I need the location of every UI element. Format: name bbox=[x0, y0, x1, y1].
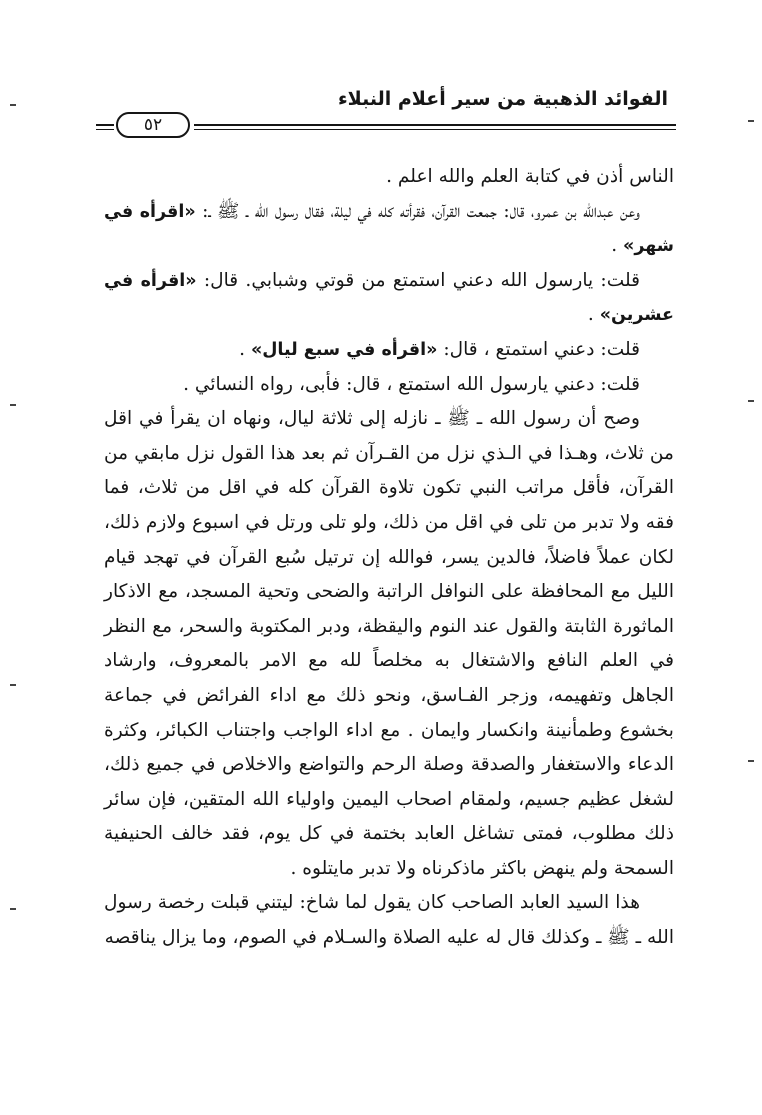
text-run: قلت: دعني استمتع ، قال: bbox=[437, 338, 640, 360]
scan-mark bbox=[10, 404, 16, 406]
text-run: قلت: دعني يارسول الله استمتع ، قال: فأبى، رواه النسائي . bbox=[183, 373, 640, 395]
text-run: . bbox=[611, 235, 624, 257]
scan-mark bbox=[10, 684, 16, 686]
text-run: وعن عبدالله بن عمرو، قال: جمعت القرآن، فقرأته كله في ليلة، فقال رسول الله ـ ﷺ ـ: bbox=[195, 200, 640, 222]
hadith-quote: «اقرأه في عشرين» bbox=[104, 270, 674, 326]
running-title: الفوائد الذهبية من سير أعلام النبلاء bbox=[337, 88, 668, 110]
header-rule bbox=[194, 124, 676, 130]
scan-mark bbox=[748, 760, 754, 762]
text-run: وصح أن رسول الله ـ ﷺ ـ نازله إلى ثلاثة ليال، ونهاه ان يقرأ في اقل من ثلاث، وهـذا في الـذي نزل من القـرآن ثم بعد هذا القول نزل مابقي من القرآن، فأقل مراتب النبي تكون تلاوة القرآن كله في اقل من ثلاث، فما فقه ولا تدبر من تلى في اقل من ذلك، ولو تلى ورتل في اسبوع ولازم ذلك، لكان عملاً فاضلاً، فالدين يسر، فوالله إن ترتيل سُبع القرآن في تهجد قيام الليل مع المحافظة على النوافل الراتبة والضحى وتحية المسجد، مع الاذكار الماثورة الثابتة والقول عند النوم واليقظة، ودبر المكتوبة والسحر، مع النظر في العلم النافع والاشتغال به مخلصاً لله مع الامر بالمعروف، وارشاد الجاهل وتفهيمه، وزجر الفـاسق، ونحو ذلك مع اداء الفرائض في جماعة بخشوع وطمأنينة وانكسار وايمان . مع اداء الواجب واجتناب الكبائر، وكثرة الدعاء والاستغفار والصدقة وصلة الرحم والتواضع والاخلاص في جميع ذلك، لشغل عظيم جسيم، ولمقام اصحاب اليمين واولياء الله المتقين، فإن سائر ذلك مطلوب، فمتى تشاغل العابد بختمة في كل يوم، فقد خالف الحنيفية السمحة ولم ينهض باكثر ماذكرناه ولا تدبر مايتلوه . bbox=[104, 408, 674, 879]
hadith-quote: «اقرأه في شهر» bbox=[104, 201, 674, 257]
paragraph bbox=[104, 368, 674, 403]
text-run: قلت: يارسول الله دعني استمتع من قوتي وشبابي. قال: bbox=[196, 269, 640, 291]
scan-mark bbox=[10, 908, 16, 910]
hadith-quote: «اقرأه في سبع ليال» bbox=[250, 339, 438, 360]
scan-mark bbox=[10, 104, 16, 106]
text-run: الناس أذن في كتابة العلم والله اعلم . bbox=[386, 166, 674, 187]
paragraph bbox=[104, 402, 674, 886]
scan-mark bbox=[748, 400, 754, 402]
paragraph bbox=[104, 886, 674, 955]
paragraph bbox=[104, 195, 674, 264]
paragraph bbox=[104, 264, 674, 333]
page-number: ٥٢ bbox=[116, 112, 190, 138]
page-header bbox=[96, 84, 676, 144]
body-text bbox=[104, 160, 674, 956]
text-run: . bbox=[239, 338, 251, 360]
text-run: . bbox=[587, 304, 600, 326]
paragraph bbox=[104, 160, 674, 195]
paragraph bbox=[104, 333, 674, 368]
scan-mark bbox=[748, 120, 754, 122]
text-run: هذا السيد العابد الصاحب كان يقول لما شاخ: ليتني قبلت رخصة رسول الله ـ ﷺ ـ وكذلك قال له عليه الصلاة والسـلام في الصوم، وما يزال يناقصه bbox=[104, 892, 674, 949]
header-rule-short bbox=[96, 124, 114, 130]
